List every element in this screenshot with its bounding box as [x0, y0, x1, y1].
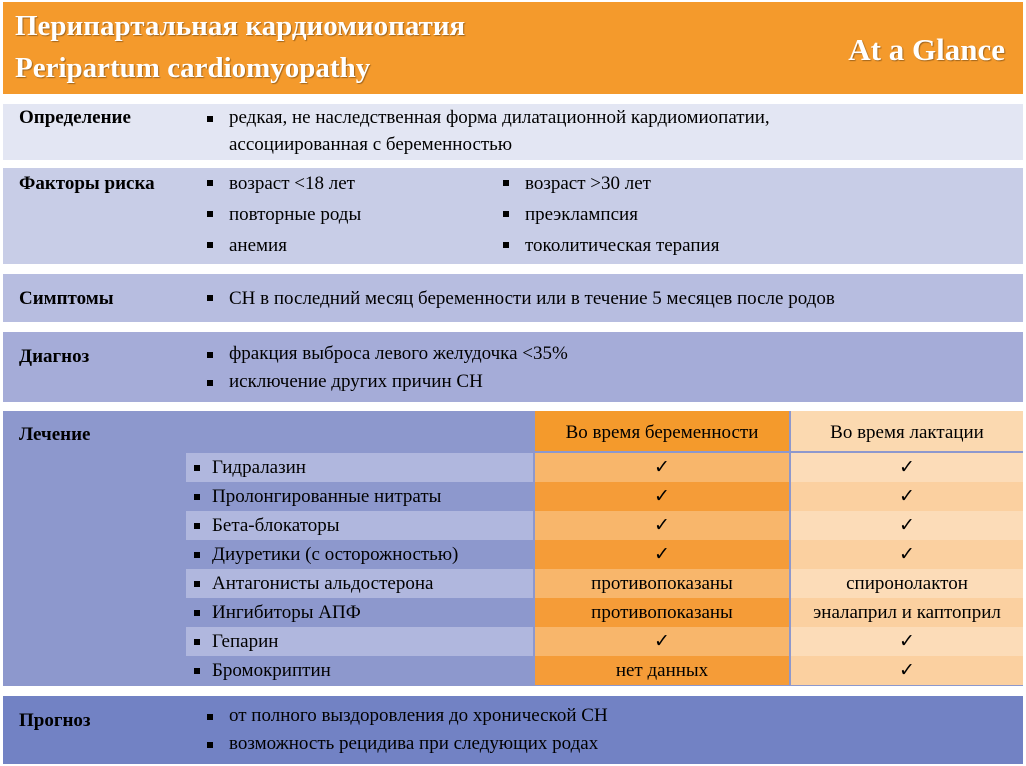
list-item: анемия [203, 230, 361, 261]
at-a-glance-tag: At a Glance [848, 32, 1005, 67]
lactation-cell: ✓ [791, 540, 1023, 569]
table-row [3, 656, 1023, 685]
list-item: от полного выздоровления до хронической СН [203, 702, 608, 730]
pregnancy-cell: ✓ [535, 627, 789, 656]
prognosis-band [3, 696, 1023, 764]
drug-name: Антагонисты альдостерона [186, 569, 533, 598]
diagnosis-list [203, 340, 568, 396]
list-item: СН в последний месяц беременности или в течение 5 месяцев после родов [203, 283, 835, 314]
list-item: возможность рецидива при следующих родах [203, 730, 608, 758]
risk-factors-label: Факторы риска [19, 173, 155, 194]
table-row [3, 482, 1023, 511]
list-item: редкая, не наследственная форма дилатационной кардиомиопатии, [203, 104, 770, 131]
pregnancy-cell: ✓ [535, 511, 789, 540]
definition-label: Определение [19, 107, 131, 128]
table-row [3, 569, 1023, 598]
definition-continuation-text: ассоциированная с беременностью [229, 134, 513, 155]
lactation-cell: ✓ [791, 511, 1023, 540]
symptoms-list [203, 283, 835, 314]
table-row [3, 511, 1023, 540]
pregnancy-cell: ✓ [535, 482, 789, 511]
header-banner [3, 2, 1023, 94]
prognosis-label: Прогноз [19, 710, 91, 731]
definition-list [203, 104, 770, 158]
risk-factors-band [3, 168, 1023, 264]
list-item: фракция выброса левого желудочка <35% [203, 340, 568, 368]
pregnancy-column-header: Во время беременности [535, 411, 789, 451]
pregnancy-cell: противопоказаны [535, 569, 789, 598]
prognosis-list [203, 702, 608, 758]
pregnancy-cell: ✓ [535, 540, 789, 569]
lactation-column-header: Во время лактации [791, 411, 1023, 451]
list-item: возраст >30 лет [499, 168, 719, 199]
table-row [3, 540, 1023, 569]
treatment-band [3, 411, 1023, 686]
pregnancy-cell: противопоказаны [535, 598, 789, 627]
lactation-cell: ✓ [791, 453, 1023, 482]
list-item-continuation [203, 131, 770, 158]
drug-name: Ингибиторы АПФ [186, 598, 533, 627]
list-item: преэклампсия [499, 199, 719, 230]
drug-name: Бромокриптин [186, 656, 533, 685]
list-item: повторные роды [203, 199, 361, 230]
lactation-cell: эналаприл и каптоприл [791, 598, 1023, 627]
list-item: токолитическая терапия [499, 230, 719, 261]
page-title-en: Peripartum cardiomyopathy [15, 52, 371, 84]
treatment-label: Лечение [19, 424, 91, 445]
pregnancy-cell: нет данных [535, 656, 789, 685]
table-row [3, 453, 1023, 482]
page-title-ru: Перипартальная кардиомиопатия [15, 10, 466, 42]
drug-name: Пролонгированные нитраты [186, 482, 533, 511]
lactation-cell: ✓ [791, 627, 1023, 656]
risk-factors-right-list [499, 168, 719, 261]
lactation-cell: спиронолактон [791, 569, 1023, 598]
diagnosis-label: Диагноз [19, 346, 90, 367]
table-row [3, 627, 1023, 656]
drug-name: Бета-блокаторы [186, 511, 533, 540]
list-item: исключение других причин СН [203, 368, 568, 396]
drug-name: Диуретики (с осторожностью) [186, 540, 533, 569]
list-item: возраст <18 лет [203, 168, 361, 199]
pregnancy-cell: ✓ [535, 453, 789, 482]
risk-factors-left-list [203, 168, 361, 261]
treatment-header-row [3, 411, 1023, 451]
lactation-cell: ✓ [791, 656, 1023, 685]
lactation-cell: ✓ [791, 482, 1023, 511]
diagnosis-band [3, 332, 1023, 402]
table-row [3, 598, 1023, 627]
symptoms-band [3, 274, 1023, 322]
definition-band [3, 104, 1023, 160]
symptoms-label: Симптомы [19, 288, 114, 309]
drug-name: Гидралазин [186, 453, 533, 482]
drug-name: Гепарин [186, 627, 533, 656]
